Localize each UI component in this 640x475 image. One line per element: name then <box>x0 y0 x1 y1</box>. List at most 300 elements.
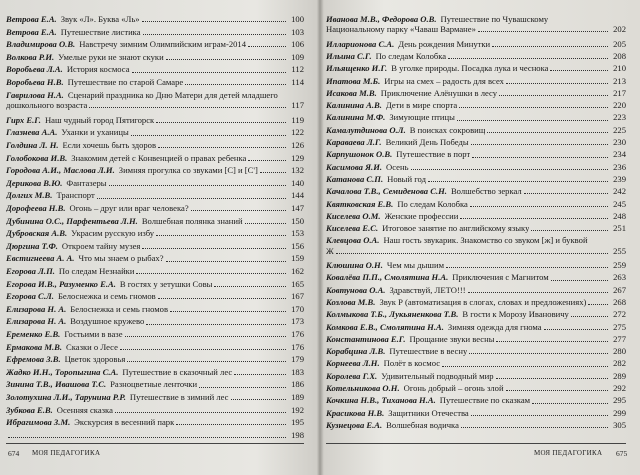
dot-leader <box>469 353 608 354</box>
toc-title: Волшебная полянка знаний <box>141 215 243 226</box>
toc-author: Елизарова Н. А. <box>6 303 67 314</box>
toc-entry <box>326 395 626 405</box>
toc-entry-line <box>6 165 304 175</box>
toc-entry <box>6 329 304 339</box>
toc-author: Гаврилова Н.А. <box>6 89 64 100</box>
toc-entry <box>6 430 304 440</box>
toc-author: Константинова Е.Г. <box>326 333 406 344</box>
toc-title: Сказки о Лесе <box>66 341 118 352</box>
dot-leader <box>127 361 286 362</box>
toc-entry <box>326 125 626 135</box>
toc-page-number: 170 <box>291 303 304 314</box>
toc-author: Корабцина Л.В. <box>326 346 386 357</box>
toc-author: Гирх Е.Г. <box>6 114 41 125</box>
toc-page-number: 119 <box>291 114 304 125</box>
dot-leader <box>460 218 608 219</box>
toc-entry <box>6 190 304 200</box>
dot-leader <box>115 412 286 413</box>
toc-entry <box>6 417 304 427</box>
toc-entry-line <box>326 358 626 368</box>
toc-page-number: 234 <box>613 149 626 160</box>
toc-page-number: 156 <box>291 240 304 251</box>
toc-entry-line <box>326 346 626 356</box>
toc-title: Путешествие в весну <box>389 346 468 357</box>
toc-page-number: 140 <box>291 177 304 188</box>
toc-title: Зимняя одежда для гнома <box>447 321 542 332</box>
toc-entry-line <box>6 140 304 150</box>
toc-title: В уголке природы. Посадка лука и чеснока <box>391 63 549 74</box>
toc-entry-line <box>326 137 626 147</box>
toc-author: Ефремова З.В. <box>6 354 61 365</box>
toc-title: Зимняя прогулка со звуками [С] и [С'] <box>118 165 258 176</box>
dot-leader <box>136 273 286 274</box>
toc-entry <box>326 322 626 332</box>
toc-entry <box>326 272 626 282</box>
toc-entry-line <box>6 291 304 301</box>
toc-entry <box>6 367 304 377</box>
toc-entry <box>326 223 626 233</box>
toc-entry <box>6 27 304 37</box>
toc-page-number: 208 <box>613 50 626 61</box>
toc-entry <box>6 316 304 326</box>
dot-leader <box>191 210 286 211</box>
toc-page-number: 144 <box>291 190 304 201</box>
toc-page-number: 267 <box>613 284 626 295</box>
toc-title: Дети в мире спорта <box>385 100 458 111</box>
dot-leader <box>146 324 286 325</box>
dot-leader <box>487 132 608 133</box>
toc-title: Путешествие по старой Самаре <box>67 77 184 87</box>
toc-page-number: 129 <box>291 152 304 163</box>
toc-page-number: 255 <box>613 245 626 256</box>
toc-entry-line <box>6 100 304 110</box>
toc-entry-line <box>326 260 626 270</box>
toc-page-number: 220 <box>613 100 626 111</box>
toc-entry <box>326 100 626 110</box>
toc-author: Киселева Е.С. <box>326 223 379 234</box>
toc-title: Путешествие по сказкам <box>439 395 531 406</box>
toc-page-number: 280 <box>613 346 626 357</box>
toc-author: Киселева О.М. <box>326 210 381 221</box>
toc-page-number: 106 <box>291 39 304 50</box>
toc-entry <box>6 228 304 238</box>
toc-entry-line <box>326 395 626 405</box>
toc-entry-line <box>6 64 304 74</box>
toc-page-number: 173 <box>291 316 304 327</box>
toc-author: Красикова Н.В. <box>326 407 385 418</box>
toc-entry-line <box>326 63 626 73</box>
toc-title: Экскурсия в весенний парк <box>74 417 175 428</box>
toc-entry <box>326 39 626 49</box>
toc-page-number: 217 <box>613 87 626 98</box>
toc-title: Осень <box>386 161 409 172</box>
toc-page-number: 186 <box>291 379 304 390</box>
toc-page-number: 192 <box>291 404 304 415</box>
toc-entry <box>326 285 626 295</box>
toc-entry-line <box>6 228 304 238</box>
toc-page-number: 277 <box>613 333 626 344</box>
toc-page-number: 147 <box>291 203 304 213</box>
toc-entry <box>6 140 304 150</box>
toc-entry <box>326 186 626 196</box>
toc-page-number: 150 <box>291 215 304 226</box>
dot-leader <box>457 120 608 121</box>
toc-page-number: 239 <box>613 173 626 184</box>
dot-leader <box>185 84 286 85</box>
toc-author: Качалова Т.В., Семиденова С.Н. <box>326 186 447 197</box>
toc-author: Касимова Я.И. <box>326 161 383 172</box>
toc-entry-line <box>6 90 304 100</box>
toc-page-number: 225 <box>613 124 626 135</box>
toc-entry-line <box>6 77 304 87</box>
toc-entry <box>6 342 304 352</box>
toc-entry <box>6 291 304 301</box>
toc-page-number: 100 <box>291 14 304 24</box>
toc-title: В поисках сокровищ <box>409 124 486 135</box>
toc-entry-line <box>326 371 626 381</box>
dot-leader <box>496 341 608 342</box>
toc-author: Исакова М.В. <box>326 87 377 98</box>
toc-title: Звук «Л». Буква «Ль» <box>60 14 140 24</box>
toc-title: Здравствуй, ЛЕТО!!! <box>389 284 466 295</box>
dot-leader <box>428 181 608 182</box>
toc-title: Осенняя сказка <box>56 404 113 415</box>
toc-author: Ковалёва П.П., Смолятина Н.А. <box>326 272 449 283</box>
dot-leader <box>550 70 608 71</box>
dot-leader <box>448 58 608 59</box>
toc-page-number: 205 <box>613 38 626 49</box>
toc-entry <box>326 211 626 221</box>
toc-entry <box>326 358 626 368</box>
toc-title: Уханки и уханицы <box>61 127 129 138</box>
dot-leader <box>199 387 286 388</box>
toc-entry <box>326 174 626 184</box>
toc-entry-line <box>6 417 304 427</box>
toc-title: Белоснежка и семь гномов <box>70 303 169 314</box>
toc-entry <box>6 216 304 226</box>
toc-entry <box>326 383 626 393</box>
toc-entry-line <box>326 51 626 61</box>
toc-page-number: 210 <box>613 63 626 74</box>
toc-page-number: 179 <box>291 354 304 365</box>
toc-author: Кузнецова Е.А. <box>326 419 383 430</box>
dot-leader <box>442 366 608 367</box>
toc-title: Зимующие птицы <box>389 112 455 123</box>
dot-leader <box>532 403 608 404</box>
toc-title: Полёт в космос <box>383 358 441 369</box>
toc-author: Голдина Л. Н. <box>6 140 59 150</box>
dot-leader <box>8 437 286 438</box>
footer-rule <box>326 443 626 444</box>
toc-entry <box>326 346 626 356</box>
toc-title: Новый год <box>387 173 426 184</box>
dot-leader <box>170 311 286 312</box>
toc-entry-line <box>326 88 626 98</box>
toc-title: Воздушное кружево <box>70 316 145 327</box>
toc-entry-line <box>326 235 626 245</box>
toc-title-continued: Ж <box>326 245 334 256</box>
toc-author: Золотухина Л.И., Тарунина Р.Р. <box>6 392 126 402</box>
toc-title: История космоса <box>66 64 130 75</box>
toc-entry-line <box>326 76 626 86</box>
toc-entry <box>326 408 626 418</box>
dot-leader <box>156 122 286 123</box>
toc-entry-line <box>326 272 626 282</box>
dot-leader <box>248 160 286 161</box>
toc-page-number: 245 <box>613 198 626 209</box>
toc-entry-line <box>6 27 304 37</box>
toc-entry <box>6 304 304 314</box>
toc-entry <box>326 63 626 73</box>
toc-title: Транспорт <box>56 190 95 201</box>
toc-author: Козлова М.В. <box>326 296 376 307</box>
toc-page-number: 176 <box>291 341 304 352</box>
toc-entry-line <box>6 127 304 137</box>
dot-leader <box>468 292 608 293</box>
toc-page-number: 299 <box>613 407 626 418</box>
toc-author: Калинина А.В. <box>326 100 382 111</box>
toc-entry-line <box>6 153 304 163</box>
toc-entry-line <box>326 322 626 332</box>
toc-entry <box>6 14 304 24</box>
toc-page-number: 189 <box>291 392 304 402</box>
dot-leader <box>214 286 286 287</box>
toc-title: Волшебная водичка <box>386 419 459 430</box>
toc-entry <box>326 137 626 147</box>
toc-entry-line <box>6 304 304 314</box>
dot-leader <box>142 21 286 22</box>
dot-leader <box>461 427 608 428</box>
toc-author: Котельникова О.Н. <box>326 383 400 393</box>
toc-author: Елизарова Н. А. <box>6 316 67 327</box>
toc-title: Игры на смех – радость для всех <box>384 75 504 86</box>
toc-entry-line <box>326 125 626 135</box>
toc-title: Украсим русскую избу <box>71 228 155 239</box>
toc-title-continued: дошкольного возраста <box>6 99 88 110</box>
toc-entry <box>6 266 304 276</box>
toc-page-number: 213 <box>613 75 626 86</box>
toc-entry <box>326 371 626 381</box>
toc-author: Ильященко И.Г. <box>326 63 388 74</box>
page-number-left: 674 <box>8 449 20 458</box>
toc-entry-line <box>6 316 304 326</box>
dot-leader <box>459 107 608 108</box>
toc-entry-line <box>6 203 304 213</box>
toc-entry-line <box>6 190 304 200</box>
toc-page-number: 167 <box>291 291 304 302</box>
toc-page-number: 126 <box>291 140 304 150</box>
toc-title: Огонь – друг или враг человека? <box>69 203 189 213</box>
toc-entry <box>326 260 626 270</box>
toc-author: Ипатова М.Б. <box>326 75 381 86</box>
toc-entry <box>6 279 304 289</box>
toc-page-number: 162 <box>291 266 304 276</box>
toc-author: Квятковская Е.В. <box>326 198 394 209</box>
toc-page-number: 132 <box>291 165 304 176</box>
toc-title: Белоснежка и семь гномов <box>57 291 156 302</box>
left-page <box>0 0 318 475</box>
toc-author: Дорофеева Н.В. <box>6 203 66 213</box>
toc-title: Итоговое занятие по английскому языку <box>382 223 530 234</box>
toc-entry <box>6 178 304 188</box>
toc-page-number: 292 <box>613 383 626 393</box>
toc-entry <box>326 76 626 86</box>
toc-author: Клевцова О.А. <box>326 235 380 246</box>
toc-entry-line <box>326 420 626 430</box>
toc-page-number: 112 <box>291 64 304 75</box>
toc-entry <box>326 420 626 430</box>
toc-page-number: 176 <box>291 329 304 339</box>
toc-entry-line <box>6 279 304 289</box>
toc-title: Прощание звуки весны <box>409 333 495 344</box>
dot-leader <box>551 280 608 281</box>
toc-page-number: 305 <box>613 419 626 430</box>
toc-entry <box>6 392 304 402</box>
toc-author: Ковтунова О.А. <box>326 284 386 295</box>
toc-author: Камалутдинова О.Л. <box>326 124 406 135</box>
dot-leader <box>544 329 608 330</box>
toc-author: Ибрагимова З.М. <box>6 417 71 428</box>
toc-entry <box>6 127 304 137</box>
dot-leader <box>97 198 286 199</box>
dot-leader <box>125 336 286 337</box>
toc-entry <box>326 235 626 255</box>
toc-author: Клюшина О.Н. <box>326 260 383 270</box>
toc-entry-line <box>6 39 304 49</box>
toc-title-continued: Национальному парку «Чаваш Вармане» <box>326 24 476 35</box>
toc-title: Знакомим детей с Конвенцией о правах ребенка <box>71 152 247 163</box>
footer-rule <box>6 443 304 444</box>
toc-page-number: 198 <box>291 429 304 440</box>
toc-entry-line <box>6 392 304 402</box>
toc-entry <box>326 14 626 34</box>
toc-title: День рождения Минутки <box>398 38 491 49</box>
toc-title: Разноцветные ленточки <box>110 379 198 390</box>
toc-entry-line <box>6 342 304 352</box>
toc-entry-line <box>6 14 304 24</box>
toc-entry-line <box>6 430 304 440</box>
toc-entry <box>6 52 304 62</box>
toc-entry-line <box>6 329 304 339</box>
toc-entry <box>6 405 304 415</box>
toc-page-number: 153 <box>291 228 304 239</box>
dot-leader <box>176 424 286 425</box>
toc-author: Ветрова Е.А. <box>6 26 57 37</box>
toc-title: Приключение Алёнушки в лесу <box>380 87 498 98</box>
dot-leader <box>248 46 286 47</box>
toc-page-number: 109 <box>291 51 304 62</box>
toc-page-number: 183 <box>291 366 304 377</box>
toc-author: Воробьева Н.В. <box>6 77 64 87</box>
dot-leader <box>231 399 287 400</box>
toc-title: Чем мы дышим <box>386 260 445 270</box>
toc-author: Дубинина О.С., Парфентьева Л.Н. <box>6 215 138 226</box>
toc-title: Наш чудный город Пятигорск <box>44 114 155 125</box>
dot-leader <box>588 304 608 305</box>
toc-entry-line <box>326 100 626 110</box>
toc-entry-line <box>326 39 626 49</box>
toc-author: Еременко Е.В. <box>6 329 61 339</box>
toc-entry-line <box>6 405 304 415</box>
toc-page-number: 282 <box>613 358 626 369</box>
toc-author: Дюргина Т.Ф. <box>6 240 58 251</box>
toc-entry <box>6 203 304 213</box>
toc-entry <box>326 112 626 122</box>
toc-entry <box>326 149 626 159</box>
toc-entry-line <box>6 216 304 226</box>
toc-title: Откроем тайну музея <box>61 240 141 251</box>
toc-title: По следам Колобка <box>397 198 468 209</box>
dot-leader <box>158 147 286 148</box>
toc-page-number: 159 <box>291 253 304 264</box>
toc-author: Дерикова В.Ю. <box>6 177 63 188</box>
toc-page-number: 259 <box>613 260 626 270</box>
toc-author: Королева Г.Х. <box>326 370 378 381</box>
toc-page-number: 242 <box>613 186 626 197</box>
toc-title: Фантазеры <box>66 177 107 188</box>
toc-title: Путешествие по Чувашскому <box>440 14 549 24</box>
toc-entry-line <box>326 383 626 393</box>
dot-leader <box>478 31 608 32</box>
toc-author: Егорова Л.П. <box>6 266 55 276</box>
dot-leader <box>531 230 608 231</box>
dot-leader <box>524 193 608 194</box>
toc-title: Защитники Отечества <box>388 407 469 418</box>
toc-entry <box>6 241 304 251</box>
dot-leader <box>245 223 286 224</box>
toc-entry-line <box>6 266 304 276</box>
toc-entry-line <box>326 24 626 34</box>
toc-page-number: 268 <box>613 296 626 307</box>
toc-entry-line <box>326 112 626 122</box>
toc-page-number: 103 <box>291 26 304 37</box>
toc-title: Цветок здоровья <box>64 354 126 365</box>
dot-leader <box>166 59 286 60</box>
dot-leader <box>336 253 608 254</box>
toc-entry <box>326 51 626 61</box>
toc-author: Долгих М.В. <box>6 190 53 201</box>
toc-entry-line <box>326 149 626 159</box>
toc-author: Ветрова Е.А. <box>6 14 57 24</box>
page-number-right: 675 <box>616 449 628 458</box>
toc-entry-line <box>326 297 626 307</box>
toc-entry-line <box>6 379 304 389</box>
toc-entry-line <box>6 52 304 62</box>
dot-leader <box>471 144 608 145</box>
toc-entry-line <box>326 162 626 172</box>
toc-author: Калинина М.Ф. <box>326 112 386 123</box>
toc-entry <box>6 90 304 110</box>
toc-entry <box>326 88 626 98</box>
toc-title: Волшебство зеркал <box>450 186 522 197</box>
toc-entry-line <box>6 367 304 377</box>
toc-entry <box>326 334 626 344</box>
toc-title: Умелые руки не знают скуки <box>58 51 164 62</box>
toc-author: Ильина С.Г. <box>326 50 372 61</box>
dot-leader <box>109 185 286 186</box>
dot-leader <box>143 34 286 35</box>
toc-entry-line <box>326 211 626 221</box>
footer-title-right: МОЯ ПЕДАГОГИКА <box>534 449 603 457</box>
toc-title: Приключения с Магнитом <box>452 272 549 283</box>
toc-title: В гостях у зетушки Совы <box>119 278 213 289</box>
toc-title: Сценарий праздника ко Дню Матери для детей младшего <box>67 89 278 100</box>
toc-entry-line <box>326 14 626 24</box>
dot-leader <box>446 267 608 268</box>
dot-leader <box>571 316 608 317</box>
toc-page-number: 230 <box>613 137 626 147</box>
toc-author: Ермакова М.В. <box>6 341 63 352</box>
